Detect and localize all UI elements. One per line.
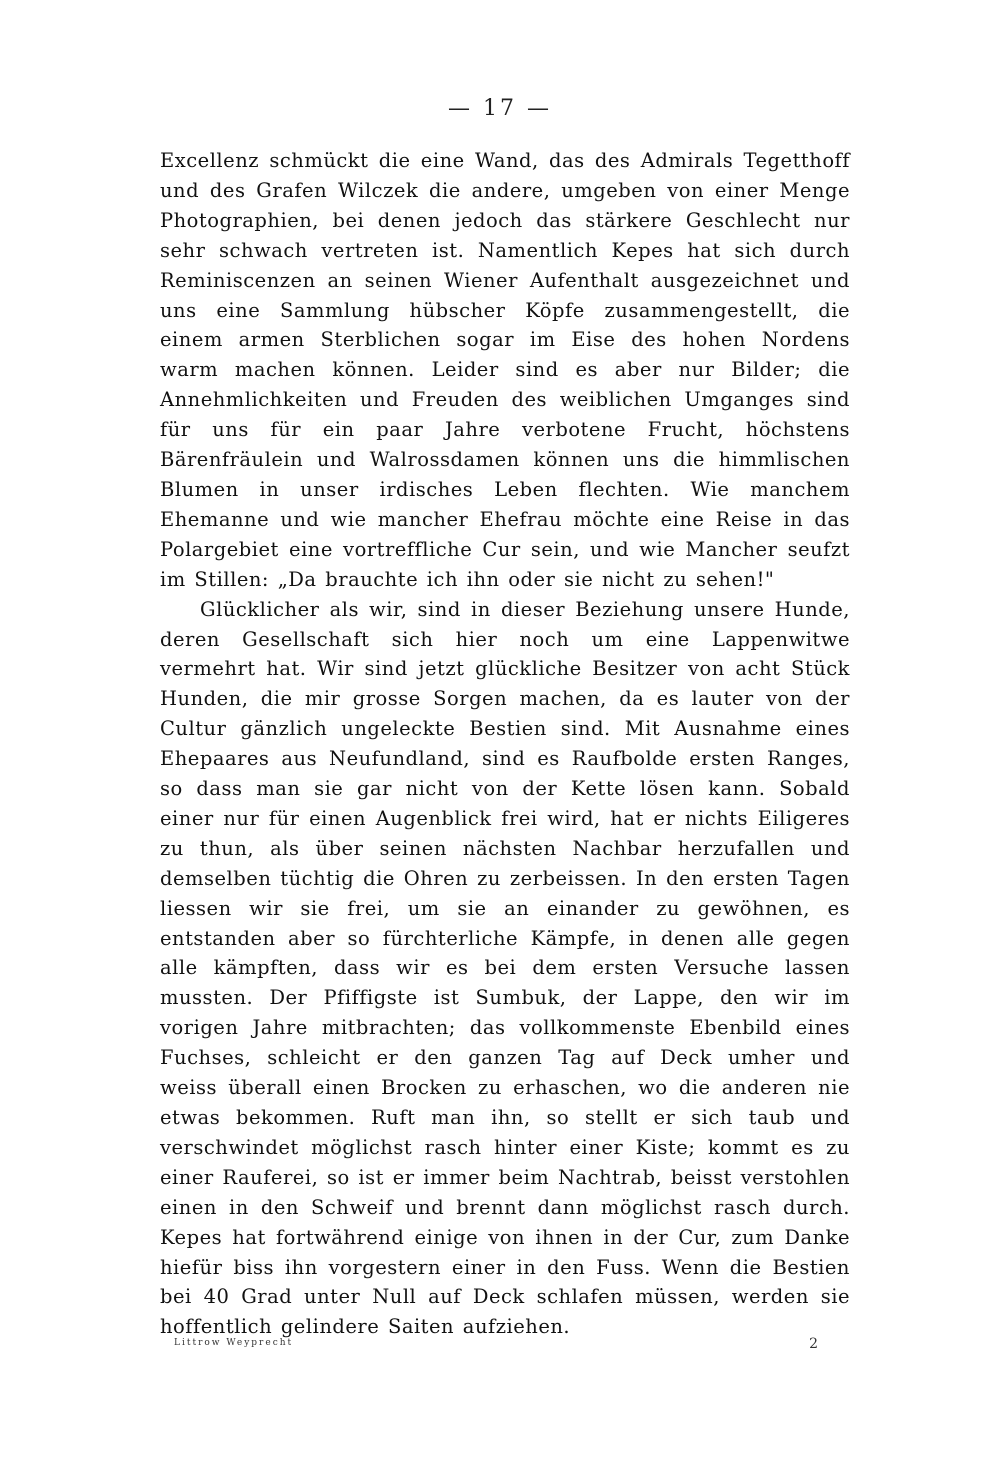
page-body xyxy=(160,146,850,1342)
paragraph-2: Glücklicher als wir, sind in dieser Beziehung unsere Hunde, deren Gesellschaft sich hier noch um eine Lappenwitwe vermehrt hat. Wir sind jetzt glückliche Besitzer von acht Stück Hunden, die mir grosse Sorgen machen, da es lauter von der Cultur gänzlich ungeleckte Bestien sind. Mit Ausnahme eines Ehepaares aus Neufundland, sind es Raufbolde ersten Ranges, so dass man sie gar nicht von der Kette lösen kann. Sobald einer nur für einen Augenblick frei wird, hat er nichts Eiligeres zu thun, als über seinen nächsten Nachbar herzufallen und demselben tüchtig die Ohren zu zerbeissen. In den ersten Tagen liessen wir sie frei, um sie an einander zu gewöhnen, es entstanden aber so fürchterliche Kämpfe, in denen alle gegen alle kämpften, dass wir es bei dem ersten Versuche lassen mussten. Der Pfiffigste ist Sumbuk, der Lappe, den wir im vorigen Jahre mitbrachten; das vollkommenste Ebenbild eines Fuchses, schleicht er den ganzen Tag auf Deck umher und weiss überall einen Brocken zu erhaschen, wo die anderen nie etwas bekommen. Ruft man ihn, so stellt er sich taub und verschwindet möglichst rasch hinter einer Kiste; kommt es zu einer Rauferei, so ist er immer beim Nachtrab, beisst verstohlen einen in den Schweif und brennt dann möglichst rasch durch. Kepes hat fortwährend einige von ihnen in der Cur, zum Danke hiefür biss ihn vorgestern einer in den Fuss. Wenn die Bestien bei 40 Grad unter Null auf Deck schlafen müssen, werden sie hoffentlich gelindere Saiten aufziehen. xyxy=(160,597,850,1339)
paragraph-1: Excellenz schmückt die eine Wand, das des Admirals Tegetthoff und des Grafen Wilczek die andere, umgeben von einer Menge Photographien, bei denen jedoch das stärkere Geschlecht nur sehr schwach vertreten ist. Namentlich Kepes hat sich durch Reminiscenzen an seinen Wiener Aufenthalt ausgezeichnet und uns eine Sammlung hübscher Köpfe zusammengestellt, die einem armen Sterblichen sogar im Eise des hohen Nordens warm machen können. Leider sind es aber nur Bilder; die Annehmlichkeiten und Freuden des weiblichen Umganges sind für uns für ein paar Jahre verbotene Frucht, höchstens Bärenfräulein und Walrossdamen können uns die himmlischen Blumen in unser irdisches Leben flechten. Wie manchem Ehemanne und wie mancher Ehefrau möchte eine Reise in das Polargebiet eine vortreffliche Cur sein, und wie Mancher seufzt im Stillen: „Da brauchte ich ihn oder sie nicht zu sehen!" xyxy=(160,149,850,591)
page-footer xyxy=(160,1338,850,1358)
footer-note: Littrow Weyprecht xyxy=(174,1338,294,1348)
page-number: — 17 — xyxy=(448,96,552,121)
signature-mark: 2 xyxy=(809,1336,818,1352)
